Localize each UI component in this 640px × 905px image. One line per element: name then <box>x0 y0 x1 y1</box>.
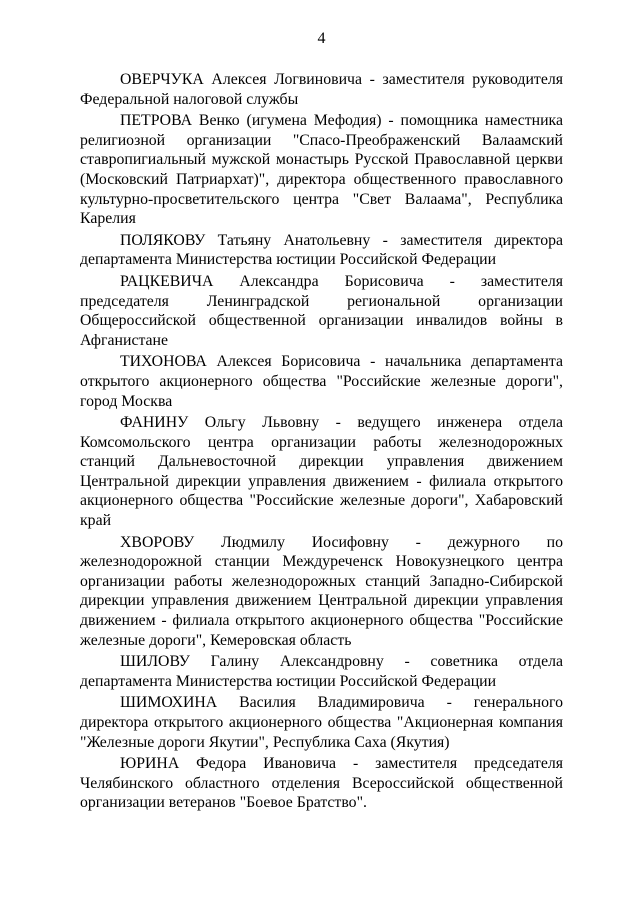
list-item-shilova: ШИЛОВУ Галину Александровну - советника отдела департамента Министерства юстиции Российской Федерации <box>80 653 563 690</box>
list-item-polyakova: ПОЛЯКОВУ Татьяну Анатольевну - заместителя директора департамента Министерства юстиции Российской Федерации <box>80 231 563 269</box>
list-item-khvorova: ХВОРОВУ Людмилу Иосифовну - дежурного по железнодорожной станции Междуреченск Новокузнецкого центра организации работы железнодорожных станций Западно-Сибирской дирекции управления движением Центральной дирекции управления движением - филиала открытого акционерного общества "Российские железные дороги", Кемеровская область <box>80 533 563 649</box>
list-item-petrov: ПЕТРОВА Венко (игумена Мефодия) - помощника наместника религиозной организации "Спасо-Преображенский Валаамский ставропигиальный мужской монастырь Русской Православной церкви (Московский Патриархат)", директора общественного православного культурно-просветительского центра "Свет Валаама", Республика Карелия <box>80 112 563 228</box>
list-item-overchuk: ОВЕРЧУКА Алексея Логвиновича - заместителя руководителя Федеральной налоговой службы <box>80 71 563 108</box>
list-item-yurin: ЮРИНА Федора Ивановича - заместителя председателя Челябинского областного отделения Всероссийской общественной организации ветеранов "Боевое Братство". <box>80 755 563 812</box>
page-number: 4 <box>317 30 326 47</box>
list-item-shimokhin: ШИМОХИНА Василия Владимировича - генерального директора открытого акционерного общества "Акционерная компания "Железные дороги Якутии", Республика Саха (Якутия) <box>80 694 563 751</box>
award-list <box>80 70 563 815</box>
list-item-tikhonov: ТИХОНОВА Алексея Борисовича - начальника департамента открытого акционерного общества "Российские железные дороги", город Москва <box>80 353 563 410</box>
list-item-ratskevich: РАЦКЕВИЧА Александра Борисовича - заместителя председателя Ленинградской региональной организации Общероссийской общественной организации инвалидов войны в Афганистане <box>80 272 563 349</box>
list-item-fanina: ФАНИНУ Ольгу Львовну - ведущего инженера отдела Комсомольского центра организации работы железнодорожных станций Дальневосточной дирекции управления движением Центральной дирекции управления движением - филиала открытого акционерного общества "Российские железные дороги", Хабаровский край <box>80 414 563 530</box>
